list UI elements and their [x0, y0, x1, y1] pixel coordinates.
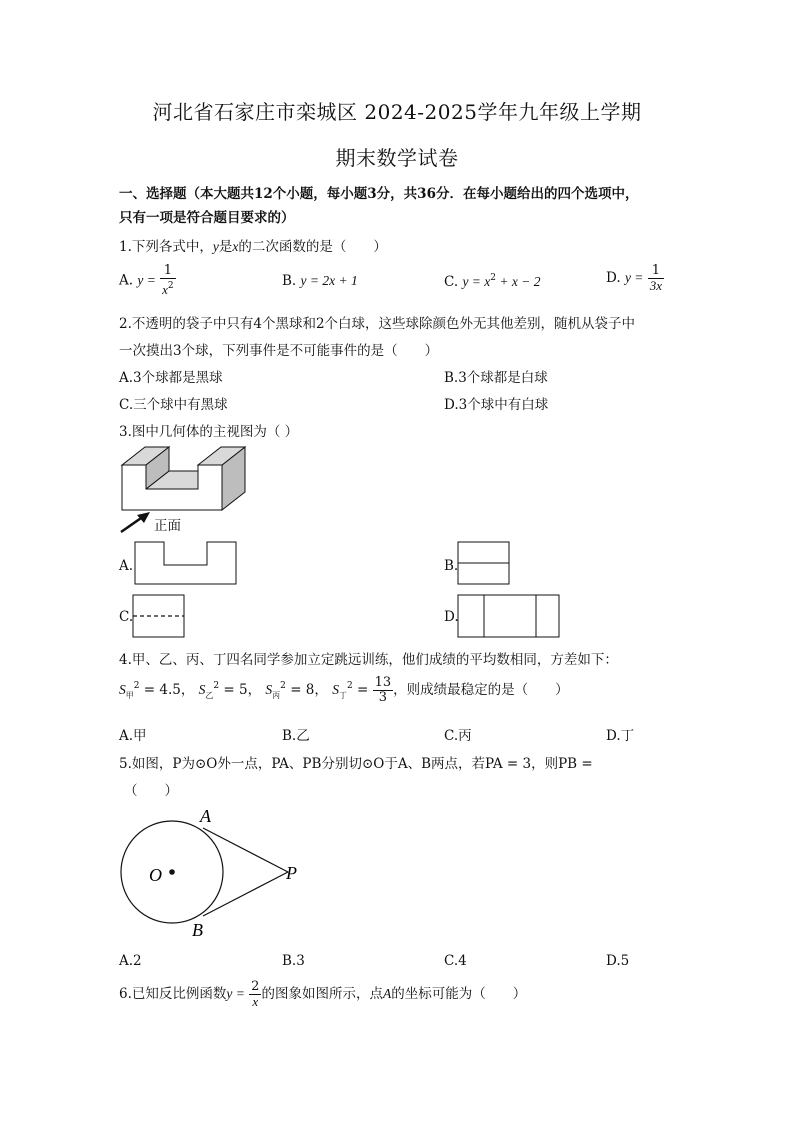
q5-option-d: D.5 — [606, 953, 630, 969]
q1-option-d: D. y = $\frac{1}{3x}$ — [606, 263, 662, 293]
q3-option-b-label: B. — [444, 558, 459, 574]
q1-option-b: B. y = 2x + 1 — [282, 273, 358, 289]
exam-title-line1: 河北省石家庄市栾城区 2024-2025学年九年级上学期 — [152, 100, 642, 124]
q5-label-b: B — [192, 920, 203, 940]
q2-option-d: D.3个球中有白球 — [444, 397, 549, 413]
q3-option-a-label: A. — [119, 558, 134, 574]
q4-stem: 4.甲、乙、丙、丁四名同学参加立定跳远训练，他们成绩的平均数相同，方差如下： — [119, 652, 618, 668]
q3-option-d-view — [457, 594, 561, 639]
q1-option-a: A. y = $\frac{1}{x^2}$ — [119, 263, 174, 297]
section-heading-line2: 只有一项是符合题目要求的） — [119, 210, 295, 226]
q6-stem: 6.已知反比例函数y = $\frac{2}{x}$ 的图象如图所示，点A的坐标可能为（ ） — [119, 979, 527, 1009]
q2-option-a: A.3个球都是黑球 — [119, 370, 223, 386]
q3-option-b-view — [457, 541, 511, 586]
q5-label-o: O — [149, 865, 162, 885]
q3-option-c-label: C. — [119, 609, 134, 625]
q1-stem: 1.下列各式中，y是x的二次函数的是（ ） — [119, 239, 387, 255]
q5-option-b: B.3 — [282, 953, 305, 969]
q5-label-a: A — [200, 806, 211, 826]
q5-label-p: P — [286, 863, 297, 883]
q5-stem-line2: （ ） — [124, 783, 178, 799]
section-heading-line1: 一、选择题（本大题共12个小题，每小题3分，共36分．在每小题给出的四个选项中， — [119, 186, 639, 202]
q3-option-d-label: D. — [444, 609, 459, 625]
q5-option-a: A.2 — [119, 953, 142, 969]
q3-front-label: 正面 — [154, 518, 181, 534]
q2-option-c: C.三个球中有黑球 — [119, 397, 228, 413]
q2-option-b: B.3个球都是白球 — [444, 370, 548, 386]
q4-variances: $S_甲^2 = 4.5$， $S_乙^2 = 5$， $S_丙^2 = 8$， $S_丁^2$ = $\frac{13}{3}$ ，则成绩最稳定的是（ ） — [119, 675, 569, 705]
q4-option-c: C.丙 — [444, 728, 472, 744]
exam-title-line2: 期末数学试卷 — [335, 146, 459, 170]
q4-option-a: A.甲 — [119, 728, 147, 744]
q2-stem-line2: 一次摸出3个球，下列事件是不可能事件的是（ ） — [119, 343, 439, 359]
q5-circle-tangent-figure — [112, 806, 312, 941]
q4-option-b: B.乙 — [282, 728, 310, 744]
q3-option-a-view — [134, 541, 238, 586]
q5-stem-line1: 5.如图，P为⊙O外一点，PA、PB分别切⊙O于A、B两点，若PA = 3，则PB = — [119, 756, 593, 772]
q1-option-c: C. $y = x^2 + x - 2$ — [444, 273, 541, 290]
q3-front-arrow-icon — [118, 510, 152, 536]
q4-option-d: D.丁 — [606, 728, 635, 744]
q3-stem: 3.图中几何体的主视图为（ ） — [119, 424, 299, 440]
q2-stem-line1: 2.不透明的袋子中只有4个黑球和2个白球，这些球除颜色外无其他差别，随机从袋子中 — [119, 316, 636, 332]
q3-option-c-view — [132, 594, 186, 639]
q5-option-c: C.4 — [444, 953, 467, 969]
